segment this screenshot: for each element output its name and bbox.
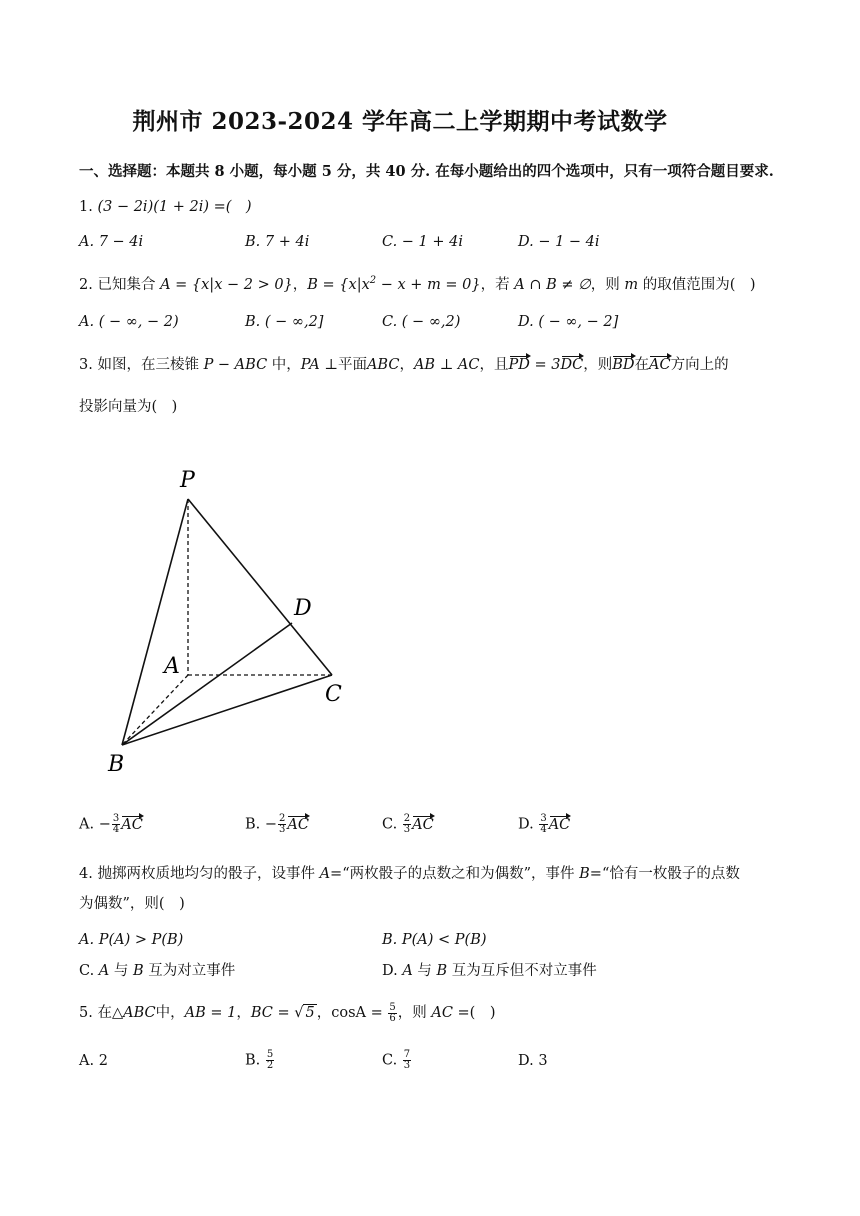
label-p: P bbox=[180, 468, 195, 493]
edge-pc bbox=[188, 499, 332, 675]
q2-set-b: $B = \{x|x^2 - x + m = 0\}$ bbox=[307, 275, 481, 293]
q4-text: 4. 抛掷两枚质地均匀的骰子，设事件 bbox=[79, 866, 315, 882]
q3-pyramid: P − ABC bbox=[203, 357, 268, 373]
q5-text-4: ， bbox=[316, 1005, 332, 1021]
question-3 bbox=[79, 353, 729, 374]
q3-option-d: D. $\frac{3}{4}$ AC bbox=[518, 813, 571, 835]
q2-m: m bbox=[624, 277, 639, 293]
q2-option-a: A. ( − ∞, − 2) bbox=[79, 314, 179, 330]
q4-line-2: 为偶数”，则( ) bbox=[79, 896, 185, 912]
q4-text-3: =“恰有一枚骰子的点数 bbox=[589, 866, 740, 882]
question-4 bbox=[79, 862, 740, 883]
q3-option-a: A. − $\frac{3}{4}$ AC bbox=[79, 813, 143, 835]
pyramid-figure bbox=[100, 455, 360, 785]
q4-event-a: A bbox=[319, 866, 331, 882]
q3-vector-bd: BD bbox=[612, 357, 635, 373]
section-heading: 一、选择题：本题共 8 小题，每小题 5 分，共 40 分. 在每小题给出的四个选项中，只有一项符合题目要求. bbox=[79, 163, 774, 180]
question-1 bbox=[79, 195, 252, 216]
q5-text-6: =( ) bbox=[452, 1005, 496, 1021]
q3-eq: = 3 bbox=[529, 357, 561, 373]
q1-option-c: C. − 1 + 4i bbox=[382, 234, 464, 250]
q5-cos: cosA = bbox=[331, 1005, 388, 1021]
q3-text: 3. 如图，在三棱锥 bbox=[79, 357, 199, 373]
q5-triangle: ABC bbox=[123, 1005, 156, 1021]
q3-text-6: ，则 bbox=[583, 357, 613, 373]
q5-option-b: B. $\frac{5}{2}$ bbox=[245, 1049, 274, 1071]
q5-option-d: D. 3 bbox=[518, 1053, 548, 1069]
q2-text: 2. 已知集合 bbox=[79, 277, 156, 293]
edge-bd bbox=[122, 623, 292, 745]
q3-vector-pd: PD bbox=[508, 357, 530, 373]
document-title: 荆州市 2023-2024 学年高二上学期期中考试数学 bbox=[132, 108, 668, 135]
q3-text-4: ， bbox=[399, 357, 414, 373]
q5-text: 5. 在△ bbox=[79, 1005, 124, 1021]
q4-text-2: =“两枚骰子的点数之和为偶数”，事件 bbox=[330, 866, 575, 882]
q3-option-b: B. − $\frac{2}{3}$ AC bbox=[245, 813, 309, 835]
q3-plane: ABC bbox=[366, 357, 400, 373]
label-d: D bbox=[294, 596, 312, 621]
q4-option-a: A. P(A) > P(B) bbox=[79, 932, 184, 948]
q5-ab: AB = 1 bbox=[184, 1005, 237, 1021]
q3-text-8: 方向上的 bbox=[670, 357, 729, 373]
q1-option-b: B. 7 + 4i bbox=[245, 234, 310, 250]
label-c: C bbox=[325, 682, 342, 707]
q4-option-c: C. A 与 B 互为对立事件 bbox=[79, 963, 236, 979]
q2-text-4: 的取值范围为( ) bbox=[642, 277, 756, 293]
q1-option-a: A. 7 − 4i bbox=[79, 234, 144, 250]
q5-bc: BC = bbox=[250, 1005, 295, 1021]
q5-ac: AC bbox=[431, 1005, 453, 1021]
edge-bc bbox=[122, 675, 332, 745]
q3-vector-dc: DC bbox=[560, 357, 584, 373]
q5-sqrt: √ 5 bbox=[294, 1005, 315, 1021]
question-1-expression: (3 − 2i)(1 + 2i) =( ) bbox=[97, 199, 252, 215]
q4-event-b: B bbox=[579, 866, 590, 882]
label-a: A bbox=[164, 654, 180, 679]
q2-text-3: ，则 bbox=[590, 277, 620, 293]
q5-text-2: 中， bbox=[155, 1005, 185, 1021]
edge-pb bbox=[122, 499, 188, 745]
q3-vector-ac: AC bbox=[649, 357, 671, 373]
q2-option-d: D. ( − ∞, − 2] bbox=[518, 314, 619, 330]
q3-text-3: ⊥平面 bbox=[324, 357, 367, 373]
q3-text-5: ，且 bbox=[479, 357, 509, 373]
q2-option-c: C. ( − ∞,2) bbox=[382, 314, 461, 330]
q5-text-5: ，则 bbox=[397, 1005, 427, 1021]
q2-text-2: ，若 bbox=[480, 277, 510, 293]
q4-option-b: B. P(A) < P(B) bbox=[382, 932, 487, 948]
label-b: B bbox=[108, 752, 125, 777]
q2-option-b: B. ( − ∞,2] bbox=[245, 314, 324, 330]
q2-condition: A ∩ B ≠ ∅ bbox=[514, 277, 591, 293]
q3-line-2: 投影向量为( ) bbox=[79, 399, 178, 415]
question-5: 5. 在△ABC中，AB = 1，BC = √ 5 ，cosA = $\frac{5}{6}$ ，则 AC =( ) bbox=[79, 1001, 496, 1024]
q3-text-7: 在 bbox=[634, 357, 650, 373]
question-2 bbox=[79, 273, 756, 294]
q1-option-d: D. − 1 − 4i bbox=[518, 234, 600, 250]
q4-option-d: D. A 与 B 互为互斥但不对立事件 bbox=[382, 963, 597, 979]
q5-option-a: A. 2 bbox=[79, 1053, 108, 1069]
q3-perp: AB ⊥ AC bbox=[413, 357, 480, 373]
question-1-number: 1. bbox=[79, 199, 93, 215]
q2-sep: ， bbox=[292, 277, 308, 293]
q3-pa: PA bbox=[300, 357, 320, 373]
q3-text-2: 中， bbox=[271, 357, 301, 373]
q3-option-c: C. $\frac{2}{3}$ AC bbox=[382, 813, 434, 835]
q5-option-c: C. $\frac{7}{3}$ bbox=[382, 1049, 411, 1071]
q2-set-a: A = {x|x − 2 > 0} bbox=[160, 277, 293, 293]
q5-text-3: ， bbox=[236, 1005, 251, 1021]
